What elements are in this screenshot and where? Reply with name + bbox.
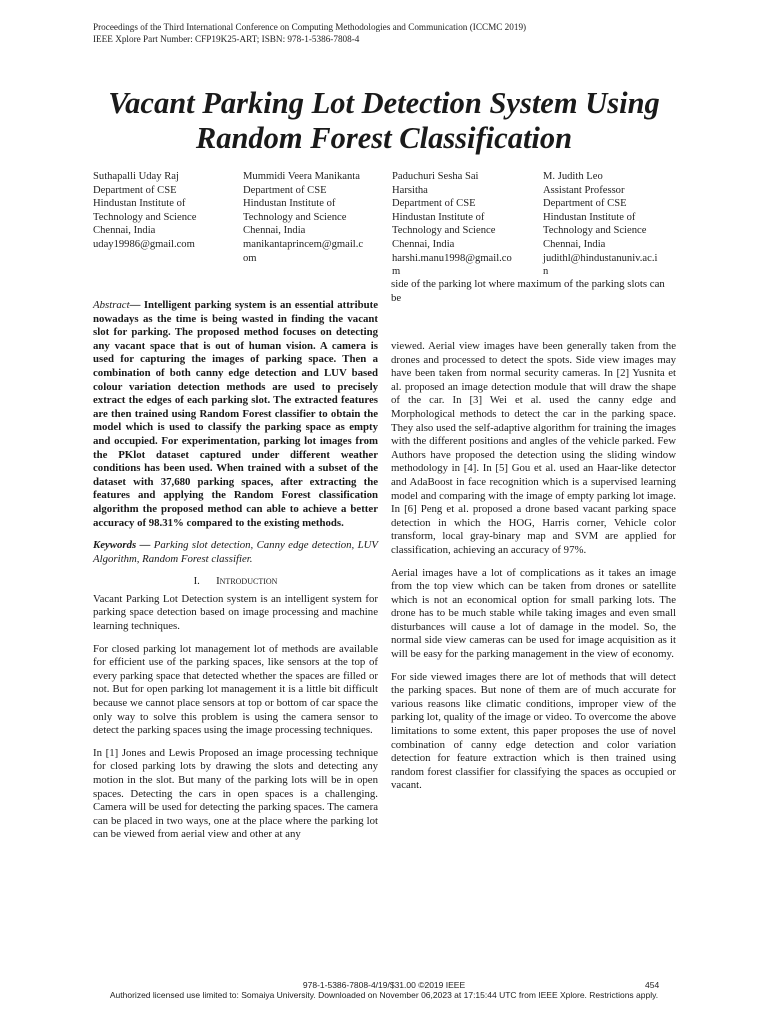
keywords xyxy=(93,539,378,566)
license-notice: Authorized licensed use limited to: Somaiya University. Downloaded on November 06,2023 at 17:15:44 UTC from IEEE Xplore. Restrictions apply. xyxy=(109,990,659,1000)
body-paragraph-2: Aerial images have a lot of complications as it takes an image from the top view which can be taken from drones or satellite which is not an economical option for small parking lots. The drone has to be much stable while taking images and even small disturbances will cause a lot of damage in the model. So, the normal side view cameras can be used for image acquisition as it will be easy for the parking management in the view of economy. xyxy=(391,566,676,661)
body-paragraph-3: For side viewed images there are lot of methods that will detect the parking spaces. But none of them are of much accurate for various reasons like climatic conditions, improper view of the parking lot, quality of the image or video. To overcome the above limitations to some extent, this paper proposes the use of novel combination of canny edge detection and color variation detection for feature extraction which is then trained using random forest classifier for classifying the spaces as occupied or vacant. xyxy=(391,670,676,792)
author-2: Mummidi Veera Manikanta Department of CSE Hindustan Institute of Technology and Science Chennai, India manikantaprincem@gmail.c om xyxy=(243,171,364,264)
left-column xyxy=(93,299,378,842)
author-3: Paduchuri Sesha Sai Harsitha Department of CSE Hindustan Institute of Technology and Science Chennai, India harshi.manu1998@gmail.co m xyxy=(392,171,512,278)
author-1: Suthapalli Uday Raj Department of CSE Hindustan Institute of Technology and Science Chennai, India uday19986@gmail.com xyxy=(93,171,197,250)
intro-paragraph-3: In [1] Jones and Lewis Proposed an image processing technique for closed parking lots by drawing the slots and detecting any motion in the slot. But many of the parking lots will be in open spaces. Detecting the cars in open spaces is a challenging. Camera will be used for detecting the parking spaces. The camera can be placed in two ways, one at the place where the parking lot can be viewed from aerial view and other at any xyxy=(93,746,378,841)
body-text-fragment: side of the parking lot where maximum of the parking slots can be xyxy=(391,278,665,304)
keywords-text: Parking slot detection, Canny edge detection, LUV Algorithm, Random Forest classifier. xyxy=(93,539,378,565)
page-number: 454 xyxy=(645,980,660,990)
section-heading-introduction xyxy=(93,575,378,589)
intro-paragraph-1: Vacant Parking Lot Detection system is an intelligent system for parking space detection based on image processing and machine learning techniques. xyxy=(93,592,378,633)
right-column-top xyxy=(391,278,676,305)
author-4: M. Judith Leo Assistant Professor Department of CSE Hindustan Institute of Technology and Science Chennai, India judithl@hindustanuniv.ac.i n xyxy=(543,171,658,278)
abstract xyxy=(93,299,378,530)
abstract-text: — Intelligent parking system is an essential attribute nowadays as the time is being wasted in finding the vacant slot for parking. The proposed method focuses on detecting any vacant space that is out of human vision. A camera is used for capturing the images of parking space. Then a combination of both canny edge detection and LUV based colour variation detection methods are used to precisely extract the edges of each parking slot. The extracted features are then trained using Random Forest classifier to obtain the model which is used to classify the parking space as empty and occupied. For experimentation, parking lot images from the PKlot dataset captured under different weather conditions has been used. When trained with a subset of the dataset with 37,680 parking spaces, after extracting the features and applying the Random Forest classification algorithm the proposed method can able to achieve a better accuracy of 98.31% compared to the existing methods. xyxy=(93,299,378,529)
keywords-label: Keywords — xyxy=(93,539,151,552)
right-column xyxy=(391,340,676,793)
conference-header-line-1: Proceedings of the Third International Conference on Computing Methodologies and Communication (ICCMC 2019) xyxy=(93,22,527,32)
paper-title-line-2: Random Forest Classification xyxy=(195,121,573,155)
abstract-label: Abstract xyxy=(93,299,130,311)
intro-paragraph-2: For closed parking lot management lot of methods are available for efficient use of the parking spaces, like sensors at the top of every parking space that detected whether the spaces are filled or not. But for open parking lot management it is a little bit difficult because we cannot place sensors at top or bottom of car space the only way to solve this problem is using the camera sensor to detect the parking spaces using the image processing techniques. xyxy=(93,642,378,737)
section-title: Introduction xyxy=(216,575,278,588)
paper-title xyxy=(60,86,708,156)
footer-isbn: 978-1-5386-7808-4/19/$31.00 ©2019 IEEE xyxy=(302,980,466,990)
conference-header-line-2: IEEE Xplore Part Number: CFP19K25-ART; ISBN: 978-1-5386-7808-4 xyxy=(93,33,360,44)
conference-header xyxy=(93,22,526,45)
body-paragraph-1: viewed. Aerial view images have been generally taken from the drones and processed to detect the spots. Side view images may have been taken from normal security cameras. In [2] Yusnita et al. proposed an image detection module that will draw the shape of the car. In [3] Wei et al. used the canny edge and Morphological methods to detect the car in the parking space. They also used the self-adaptive algorithm for training the images with the different positions and angles of the vehicle parked. Few Authors have proposed the detection using the sliding window methodology in [4]. In [5] Gou et al. used an Haar-like detector and AdaBoost in face recognition which is a supervised learning model and comparing with the image of empty parking lot image. In [6] Peng et al. proposed a drone based vacant parking space detection in which the HOG, Harris corner, Vehicle color transform, local gray-binary map and SVM are applied for classification, achieving an accuracy of 97%. xyxy=(391,340,676,556)
paper-title-line-1: Vacant Parking Lot Detection System Using xyxy=(108,86,660,120)
section-number: I. xyxy=(193,575,200,588)
